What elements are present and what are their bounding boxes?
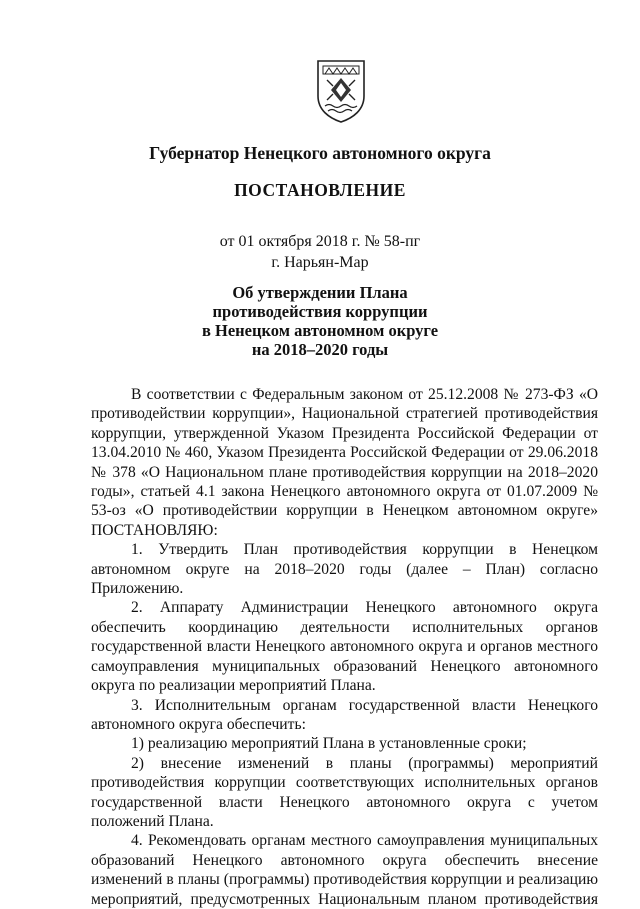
paragraph-item-4: 4. Рекомендовать органам местного самоуправления муниципальных образований Ненецкого автономного округа обеспечить внесение изменений в планы (программы) противодействия коррупции и реализацию мероприятий, предусмотренных Национальным планом противодействия (91, 832, 598, 908)
date-number: от 01 октября 2018 г. № 58-пг (219, 233, 421, 250)
coat-of-arms-icon (315, 58, 367, 124)
subject-line: на 2018–2020 годы (251, 340, 389, 359)
subject-line: в Ненецком автономном округе (201, 321, 439, 340)
paragraph-preamble: В соответствии с Федеральным законом от 25.12.2008 № 273-ФЗ «О противодействии коррупции», Национальной стратегией противодействия коррупции, утвержденной Указом Президента Российской Федерации от 13.04.2010 № 460, Указом Президента Российской Федерации от 29.06.2018 № 378 «О Национальном плане противодействия коррупции на 2018–2020 годы», статьей 4.1 закона Ненецкого автономного округа от 01.07.2009 № 53-оз «О противодействии коррупции в Ненецком автономном округе» ПОСТАНОВЛЯЮ: (91, 386, 598, 539)
subject-line: противодействия коррупции (212, 302, 428, 321)
paragraph-subitem-1: 1) реализацию мероприятий Плана в установленные сроки; (131, 735, 527, 753)
document-subject (0, 283, 640, 359)
paragraph-item-3: 3. Исполнительным органам государственной власти Ненецкого автономного округа обеспечить: (91, 696, 598, 733)
document-body (91, 385, 598, 909)
paragraph-subitem-2: 2) внесение изменений в планы (программы) мероприятий противодействия коррупции соответствующих исполнительных органов государственной власти Ненецкого автономного округа с учетом положений Плана. (91, 754, 598, 830)
paragraph-item-1: 1. Утвердить План противодействия коррупции в Ненецком автономном округе на 2018–2020 годы (далее – План) согласно Приложению. (91, 541, 598, 598)
document-type: ПОСТАНОВЛЕНИЕ (234, 180, 406, 200)
paragraph-item-2: 2. Аппарату Администрации Ненецкого автономного округа обеспечить координацию деятельности исполнительных органов государственной власти Ненецкого автономного округа и органов местного самоуправления муниципальных образований Ненецкого автономного округа по реализации мероприятий Плана. (91, 599, 598, 695)
issuer-title: Губернатор Ненецкого автономного округа (149, 143, 491, 163)
subject-line: Об утверждении Плана (232, 283, 408, 302)
city: г. Нарьян-Мар (271, 254, 369, 271)
